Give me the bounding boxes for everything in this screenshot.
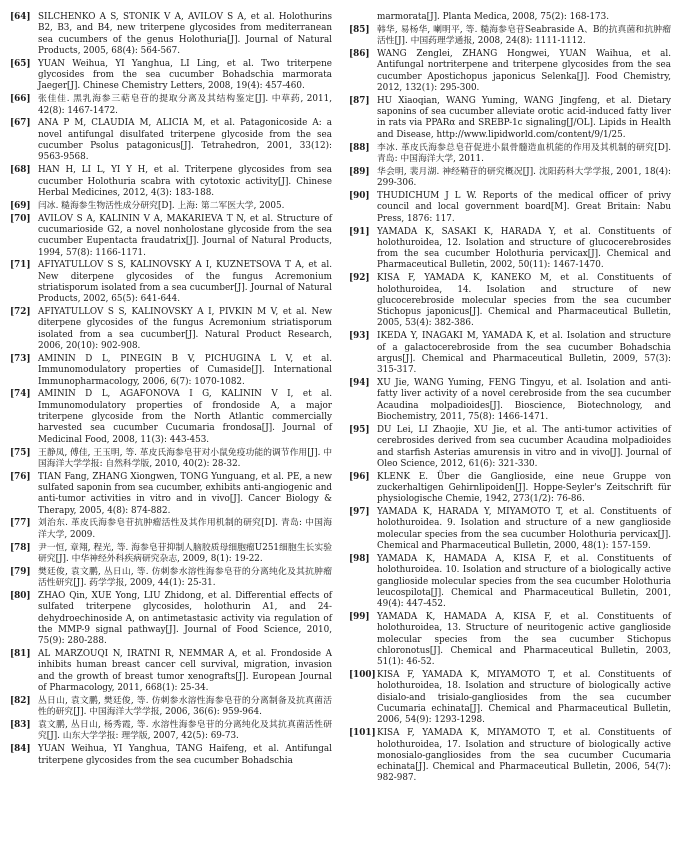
reference-entry — [349, 331, 671, 376]
reference-text: KISA F, YAMADA K, MIYAMOTO T, et al. Constituents of holothuroidea, 17. Isolation and structure of biologically active monosialo-gangliosides from the sea cucumber Cucumaria echinata[J]. Chemical and Pharmaceutical Bulletin, 2006, 54(7): 982-987. — [377, 728, 671, 784]
reference-text: 樊廷俊, 袁文鹏, 丛日山, 等. 仿刺参水溶性海参皂苷的分离纯化及其抗肿瘤活性研究[J]. 药学学报, 2009, 44(1): 25-31. — [38, 566, 332, 589]
reference-text: 韩华, 易杨华, 喇明平, 等. 糙海参皂苷Seabraside A、B的抗真菌和抗肿瘤活性[J]. 中国药理学通报, 2008, 24(8): 1111-1112. — [377, 24, 671, 47]
reference-entry — [10, 165, 332, 199]
reference-number: [85] — [349, 24, 370, 35]
reference-number: [99] — [349, 612, 370, 623]
reference-text: 丛日山, 袁文鹏, 樊廷俊, 等. 仿刺参水溶性海参皂苷的分离制备及抗真菌活性的研究[J]. 中国海洋大学学报, 2006, 36(6): 959-964. — [38, 695, 332, 718]
reference-text: YAMADA K, SASAKI K, HARADA Y, et al. Constituents of holothuroidea, 12. Isolation and structure of glucocerebrosides from the sea cucumber Holothuria pervicax[J]. Chemical and Pharmaceutical Bulletin, 2002, 50(11): 1467-1470. — [377, 226, 671, 271]
reference-number: [97] — [349, 507, 370, 518]
reference-number: [81] — [10, 649, 31, 660]
reference-entry — [349, 472, 671, 506]
reference-entry — [349, 49, 671, 94]
reference-number: [73] — [10, 353, 31, 364]
reference-number: [92] — [349, 273, 370, 284]
reference-entry — [349, 507, 671, 552]
reference-number: [90] — [349, 191, 370, 202]
reference-number: [91] — [349, 226, 370, 237]
reference-number: [83] — [10, 720, 31, 731]
reference-entry — [349, 191, 671, 225]
reference-entry — [349, 273, 671, 329]
reference-number: [77] — [10, 518, 31, 529]
reference-entry — [349, 612, 671, 668]
reference-entry — [10, 59, 332, 93]
reference-text: 闫冰. 糙海参生物活性成分研究[D]. 上海: 第二军医大学, 2005. — [38, 200, 285, 211]
reference-number: [66] — [10, 94, 31, 105]
reference-entry — [10, 744, 332, 767]
reference-number: [69] — [10, 200, 31, 211]
reference-column-right — [349, 12, 671, 845]
reference-entry — [349, 25, 671, 48]
reference-number: [67] — [10, 118, 31, 129]
reference-text: XU Jie, WANG Yuming, FENG Tingyu, et al. Isolation and anti-fatty liver activity of a novel cerebroside from the sea cucumber Acaudina molpadioides[J]. Bioscience, Biotechnology, and Biochemistry, 2011, 75(8): 1466-1471. — [377, 378, 671, 423]
reference-text: AFIYATULLOV S S, KALINOVSKY A I, KUZNETSOVA T A, et al. New diterpene glycosides of the fungus Acremonium striatisporum isolated from a sea cucumber[J]. Journal of Natural Products, 2002, 65(5): 641-644. — [38, 260, 332, 305]
reference-entry — [10, 567, 332, 590]
reference-entry — [349, 96, 671, 141]
reference-entry — [349, 12, 671, 23]
reference-entry — [10, 448, 332, 471]
reference-entry — [10, 118, 332, 163]
reference-text: THUDICHUM J L W. Reports of the medical officer of privy council and local government board[M]. Great Britain: Nabu Press, 1876: 117. — [377, 191, 671, 224]
reference-entry — [10, 518, 332, 541]
reference-text: 袁文鹏, 丛日山, 杨秀霞, 等. 水溶性海参皂苷的分离纯化及其抗真菌活性研究[J]. 山东大学学报: 理学版, 2007, 42(5): 69-73. — [38, 720, 332, 742]
reference-text: 刘治东. 革皮氏海参皂苷抗肿瘤活性及其作用机制的研究[D]. 青岛: 中国海洋大学, 2009. — [38, 518, 332, 540]
reference-text: KLENK E. Über die Ganglioside, eine neue Gruppe von zuckerhaltigen Gehirnlipoiden[J]. Hoppe-Seyler's Zeitschrift für physiologische Chemie, 1942, 273(1/2): 76-86. — [377, 471, 671, 505]
reference-text: 尹一恒, 章翔, 程光, 等. 海参皂苷抑制人脑胶质母细胞瘤U251细胞生长实验研究[J]. 中华神经外科疾病研究杂志, 2009, 8(1): 19-22. — [38, 542, 332, 564]
reference-number: [71] — [10, 260, 31, 271]
reference-entry — [10, 307, 332, 352]
reference-text: TIAN Fang, ZHANG Xiongwen, TONG Yunguang, et al. PE, a new sulfated saponin from sea cucumber, exhibits anti-angiogenic and anti-tumor activities in vitro and in vivo[J]. Cancer Biology & Therapy, 2005, 4(8): 874-882. — [38, 471, 332, 516]
reference-text: 华会明, 裴月湖. 神经鞘苷的研究概况[J]. 沈阳药科大学学报, 2001, 18(4): 299-306. — [377, 166, 671, 189]
reference-column-left — [10, 12, 332, 845]
reference-number: [84] — [10, 744, 31, 755]
reference-number: [94] — [349, 378, 370, 389]
reference-text: AFIYATULLOV S S, KALINOVSKY A I, PIVKIN M V, et al. New diterpene glycosides of the fungus Acremonium striatisporum isolated from a sea cucumber[J]. Natural Product Research, 2006, 20(10): 902-908. — [38, 307, 332, 352]
reference-number: [96] — [349, 471, 370, 482]
reference-entry — [349, 227, 671, 272]
reference-number: [87] — [349, 95, 370, 106]
reference-entry — [10, 389, 332, 445]
reference-entry — [10, 12, 332, 57]
reference-entry — [349, 554, 671, 610]
reference-text: DU Lei, LI Zhaojie, XU Jie, et al. The anti-tumor activities of cerebrosides derived from sea cucumber Acaudina molpadioides and starfish Asterias amurensis in vitro and in vivo[J]. Journal of Oleo Science, 2012, 61(6): 321-330. — [377, 424, 671, 469]
reference-entry — [349, 143, 671, 166]
reference-text: marmorata[J]. Planta Medica, 2008, 75(2): 168-173. — [377, 12, 610, 22]
reference-entry — [10, 649, 332, 694]
reference-number: [80] — [10, 591, 31, 602]
reference-entry — [10, 260, 332, 305]
reference-text: KISA F, YAMADA K, KANEKO M, et al. Constituents of holothuroidea, 14. Isolation and structure of new glucocerebroside molecular species from the sea cucumber Stichopus japonicus[J]. Chemical and Pharmaceutical Bulletin, 2005, 53(4): 382-386. — [377, 273, 671, 329]
reference-text: HU Xiaoqian, WANG Yuming, WANG Jingfeng, et al. Dietary saponins of sea cucumber alleviate orotic acid-induced fatty liver in rats via PPARα and SREBP-1c signaling[J/OL]. Lipids in Health and Disease, http://www.lipidworld.com/content/9/1/25. — [377, 95, 671, 140]
reference-entry — [10, 472, 332, 517]
reference-entry — [349, 378, 671, 423]
reference-number: [70] — [10, 213, 31, 224]
reference-entry — [10, 354, 332, 388]
reference-text: AL MARZOUQI N, IRATNI R, NEMMAR A, et al. Frondoside A inhibits human breast cancer cell survival, migration, invasion and the growth of breast tumor xenografts[J]. European Journal of Pharmacology, 2011, 668(1): 25-34. — [38, 649, 332, 694]
reference-number: [79] — [10, 566, 31, 577]
reference-number: [82] — [10, 695, 31, 706]
reference-text: HAN H, LI L, YI Y H, et al. Triterpene glycosides from sea cucumber Holothuria scabra with cytotoxic activity[J]. Chinese Herbal Medicines, 2012, 4(3): 183-188. — [38, 165, 332, 198]
reference-entry — [349, 728, 671, 784]
reference-entry — [10, 720, 332, 743]
reference-entry — [10, 543, 332, 566]
reference-text: ANA P M, CLAUDIA M, ALICIA M, et al. Patagonicoside A: a novel antifungal disulfated triterpene glycoside from the sea cucumber Psolus patagonicus[J]. Tetrahedron, 2001, 33(12): 9563-9568. — [38, 118, 332, 163]
reference-text: IKEDA Y, INAGAKI M, YAMADA K, et al. Isolation and structure of a galactocerebroside from the sea cucumber Bohadschia argus[J]. Chemical and Pharmaceutical Bulletin, 2009, 57(3): 315-317. — [377, 331, 671, 376]
reference-number: [68] — [10, 165, 31, 176]
reference-number: [95] — [349, 424, 370, 435]
reference-entry — [10, 591, 332, 647]
reference-text: AMININ D L, PINEGIN B V, PICHUGINA L V, et al. Immunomodulatory properties of Cumaside[J]. International Immunopharmacology, 2006, 6(7): 1070-1082. — [38, 353, 332, 387]
reference-number: [88] — [349, 142, 370, 153]
reference-number: [78] — [10, 542, 31, 553]
reference-entry — [10, 94, 332, 117]
reference-text: YUAN Weihua, YI Yanghua, TANG Haifeng, et al. Antifungal triterpene glycosides from the sea cucumber Bohadschia — [38, 744, 332, 766]
reference-text: 张佳佳. 黑乳海参三萜皂苷的提取分离及其结构鉴定[J]. 中草药, 2011, 42(8): 1467-1472. — [38, 94, 332, 116]
reference-number: [93] — [349, 331, 370, 342]
reference-entry — [349, 167, 671, 190]
reference-entry — [10, 696, 332, 719]
reference-text: SILCHENKO A S, STONIK V A, AVILOV S A, et al. Holothurins B2, B3, and B4, new triterpene glycosides from mediterranean sea cucumbers of the genus Holothuria[J]. Journal of Natural Products, 2005, 68(4): 564-567. — [38, 12, 332, 56]
reference-number: [64] — [10, 12, 31, 22]
reference-number: [98] — [349, 553, 370, 564]
reference-text: WANG Zenglei, ZHANG Hongwei, YUAN Waihua, et al. Antifungal nortriterpene and triterpene glycosides from the sea cucumber Apostichopus japonicus Selenka[J]. Food Chemistry, 2012, 132(1): 295-300. — [377, 49, 671, 93]
reference-text: YAMADA K, HAMADA A, KISA F, et al. Constituents of holothuroidea. 10. Isolation and structure of a biologically active ganglioside molecular species from the sea cucumber Holothuria leucospilota[J]. Chemical and Pharmaceutical Bulletin, 2001, 49(4): 447-452. — [377, 553, 671, 610]
reference-entry — [349, 670, 671, 726]
reference-text: KISA F, YAMADA K, MIYAMOTO T, et al. Constituents of holothuroidea, 18. Isolation and structure of biologically active disialo-and trisialo-gangliosides from the sea cucumber Cucumaria echinata[J]. Chemical and Pharmaceutical Bulletin, 2006, 54(9): 1293-1298. — [377, 670, 671, 726]
reference-entry — [10, 201, 332, 212]
reference-number: [101] — [349, 728, 376, 739]
reference-number: [76] — [10, 471, 31, 482]
reference-text: 王静凤, 傅佳, 王玉明, 等. 革皮氏海参皂苷对小鼠免疫功能的调节作用[J]. 中国海洋大学学报: 自然科学版, 2010, 40(2): 28-32. — [38, 447, 332, 469]
reference-number: [74] — [10, 389, 31, 400]
reference-text: ZHAO Qin, XUE Yong, LIU Zhidong, et al. Differential effects of sulfated triterpene glycosides, holothurin A1, and 24-dehydroechinoside A, on antimetastasic activity via regulation of the MMP-9 signal pathway[J]. Journal of Food Science, 2010, 75(9): 280-288. — [38, 591, 332, 647]
reference-text: AMININ D L, AGAFONOVA I G, KALININ V I, et al. Immunomodulatory properties of frondoside A, a major triterpene glycoside from the North Atlantic commercially harvested sea cucumber Cucumaria frondosa[J]. Journal of Medicinal Food, 2008, 11(3): 443-453. — [38, 389, 332, 445]
reference-number: [89] — [349, 166, 370, 177]
reference-text: YUAN Weihua, YI Yanghua, LI Ling, et al. Two triterpene glycosides from the sea cucumber Bohadschia marmorata Jaeger[J]. Chinese Chemistry Letters, 2008, 19(4): 457-460. — [38, 58, 332, 92]
reference-text: YAMADA K, HARADA Y, MIYAMOTO T, et al. Constituents of holothuroidea. 9. Isolation and structure of a new ganglioside molecular species from the sea cucumber Holothuria pervicax[J]. Chemical and Pharmaceutical Bulletin, 2000, 48(1): 157-159. — [377, 507, 671, 552]
reference-number: [75] — [10, 447, 31, 458]
reference-text: AVILOV S A, KALININ V A, MAKARIEVA T N, et al. Structure of cucumarioside G2, a novel nonholostane glycoside from the sea cucumber Eupentacta fraudatrix[J]. Journal of Natural Products, 1994, 57(8): 1166-1171. — [38, 213, 332, 258]
reference-entry — [349, 425, 671, 470]
reference-text: YAMADA K, HAMADA A, KISA F, et al. Constituents of holothuroidea, 13. Structure of neuritogenic active ganglioside molecular species from the sea cucumber Stichopus chloronotus[J]. Chemical and Pharmaceutical Bulletin, 2003, 51(1): 46-52. — [377, 612, 671, 668]
reference-text: 李冰. 革皮氏海参总皂苷促进小鼠骨髓造血机能的作用及其机制的研究[D]. 青岛: 中国海洋大学, 2011. — [377, 142, 671, 164]
reference-entry — [10, 214, 332, 259]
reference-number: [100] — [349, 670, 376, 681]
reference-number: [86] — [349, 49, 370, 60]
reference-number: [65] — [10, 58, 31, 69]
reference-number: [72] — [10, 307, 31, 318]
